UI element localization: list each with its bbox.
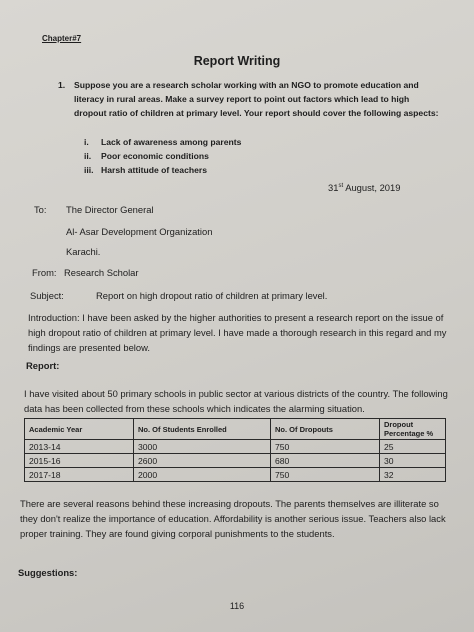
table-cell: 2013-14 [25, 440, 134, 454]
table-cell: 2600 [134, 454, 271, 468]
dropout-table [24, 418, 446, 482]
aspect-number: i. [84, 137, 89, 147]
subject-label: Subject: [30, 290, 64, 301]
question-number: 1. [58, 80, 66, 90]
table-cell: 2000 [134, 468, 271, 482]
table-header-cell: Dropout Percentage % [380, 419, 446, 440]
table-cell: 2017-18 [25, 468, 134, 482]
table-row [25, 454, 446, 468]
aspect-text: Poor economic conditions [101, 151, 209, 161]
chapter-label: Chapter#7 [42, 34, 82, 43]
from-value: Research Scholar [64, 267, 139, 278]
from-label: From: [32, 267, 57, 278]
aspect-text: Lack of awareness among parents [101, 137, 242, 147]
page-number: 116 [229, 601, 245, 611]
table-header-cell: No. Of Dropouts [271, 419, 380, 440]
table-cell: 680 [271, 454, 380, 468]
subject-value: Report on high dropout ratio of children at primary level. [96, 290, 328, 301]
reasons-paragraph: There are several reasons behind these increasing dropouts. The parents themselves are illiterate so they don't realize the importance of education. Affordability is another serious issue. Teachers also lack proper training. They are found giving corporal punishments to the students. [20, 498, 446, 539]
question-text: Suppose you are a research scholar working with an NGO to promote education and literacy in rural areas. Make a survey report to point out factors which lead to high dropout ratio of children at primary level. Your report should cover the following aspects: [74, 80, 439, 118]
recipient-line: Al- Asar Development Organization [66, 226, 213, 237]
aspect-text: Harsh attitude of teachers [101, 165, 208, 175]
aspect-number: iii. [84, 165, 94, 175]
suggestions-heading: Suggestions: [18, 567, 78, 578]
report-paragraph: I have visited about 50 primary schools in public sector at various districts of the country. The following data has been collected from these schools which indicates the alarming situation. [24, 388, 448, 414]
table-header-cell: No. Of Students Enrolled [134, 419, 271, 440]
recipient-line: The Director General [66, 204, 154, 215]
aspect-number: ii. [84, 151, 92, 161]
table-row [25, 468, 446, 482]
page-title: Report Writing [193, 54, 281, 68]
table-cell: 2015-16 [25, 454, 134, 468]
table-cell: 30 [380, 454, 446, 468]
table-header-cell: Academic Year [25, 419, 134, 440]
letter-date: 31st August, 2019 [328, 182, 401, 193]
table-cell: 25 [380, 440, 446, 454]
table-cell: 3000 [134, 440, 271, 454]
table-header-row [25, 419, 446, 440]
table-row [25, 440, 446, 454]
table-cell: 32 [380, 468, 446, 482]
to-label: To: [34, 204, 47, 215]
table-cell: 750 [271, 468, 380, 482]
table-cell: 750 [271, 440, 380, 454]
recipient-line: Karachi. [66, 246, 101, 257]
report-heading: Report: [26, 360, 60, 371]
introduction-paragraph: Introduction: I have been asked by the higher authorities to present a research report on the issue of high dropout ratio of children at primary level. I have made a thorough research in this regard and my findings are presented below. [28, 312, 447, 353]
